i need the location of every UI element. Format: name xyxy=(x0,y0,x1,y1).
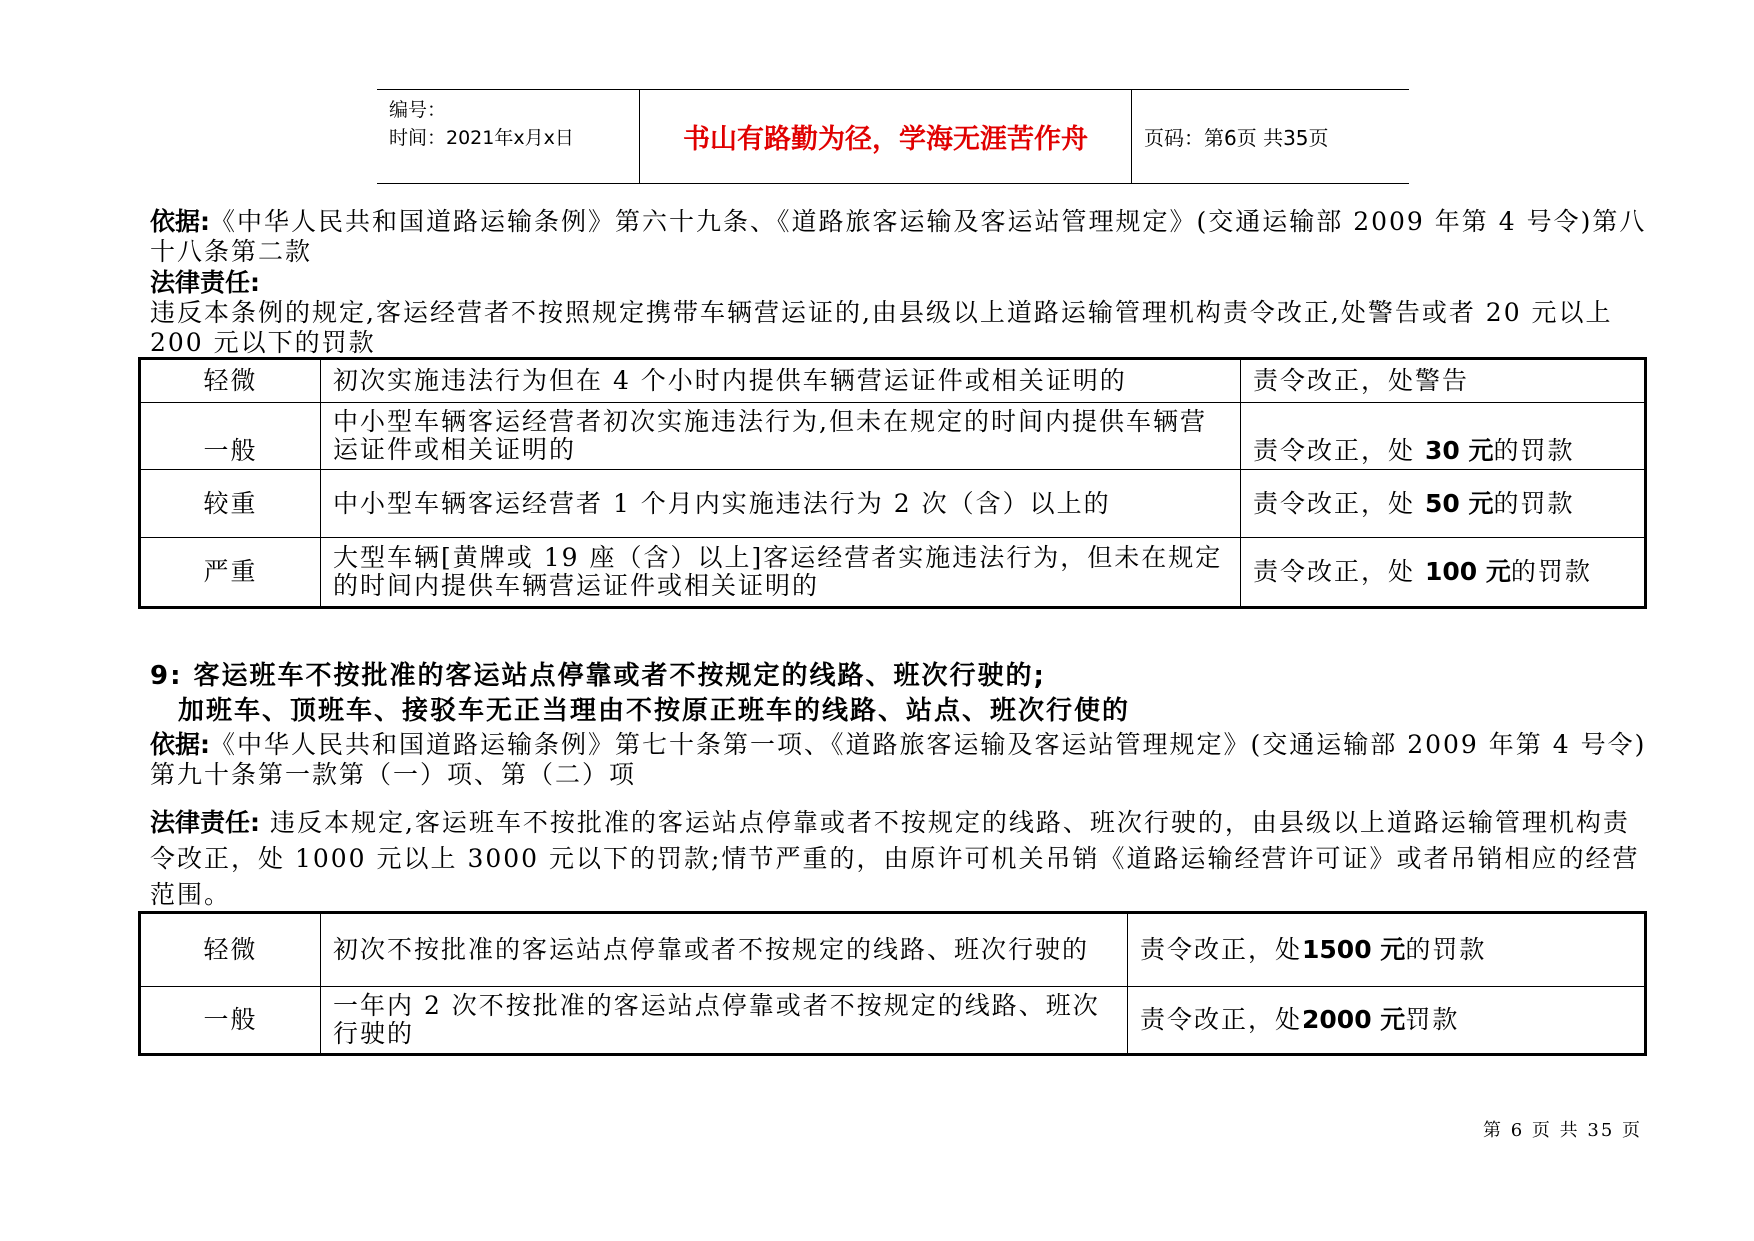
table-row xyxy=(140,359,1646,403)
liability-label: 法律责任: xyxy=(150,808,260,837)
level-cell: 一般 xyxy=(140,987,321,1055)
table-row xyxy=(140,987,1646,1055)
desc-cell: 初次不按批准的客运站点停靠或者不按规定的线路、班次行驶的 xyxy=(321,913,1128,987)
basis-label: 依据: xyxy=(150,730,210,759)
section9-liability xyxy=(150,805,1650,913)
basis-text: 《中华人民共和国道路运输条例》第六十九条、《道路旅客运输及客运站管理规定》(交通运输部 2009 年第 4 号令)第八十八条第二款 xyxy=(150,207,1647,266)
level-cell: 较重 xyxy=(140,470,321,538)
header-motto: 书山有路勤为径，学海无涯苦作舟 xyxy=(639,90,1132,183)
section8-basis xyxy=(150,207,1650,267)
page-footer: 第 6 页 共 35 页 xyxy=(1483,1120,1642,1141)
table-row xyxy=(140,470,1646,538)
table-row xyxy=(140,913,1646,987)
desc-cell: 初次实施违法行为但在 4 个小时内提供车辆营运证件或相关证明的 xyxy=(321,359,1241,403)
desc-cell: 中小型车辆客运经营者 1 个月内实施违法行为 2 次（含）以上的 xyxy=(321,470,1241,538)
penalty-cell: 责令改正，处1500 元的罚款 xyxy=(1128,913,1646,987)
basis-text: 《中华人民共和国道路运输条例》第七十条第一项、《道路旅客运输及客运站管理规定》(交通运输部 2009 年第 4 号令)第九十条第一款第（一）项、第（二）项 xyxy=(150,730,1647,789)
level-cell: 严重 xyxy=(140,538,321,608)
penalty-cell: 责令改正，处警告 xyxy=(1241,359,1646,403)
desc-cell: 大型车辆[黄牌或 19 座（含）以上]客运经营者实施违法行为，但未在规定的时间内提供车辆营运证件或相关证明的 xyxy=(321,538,1241,608)
level-cell: 轻微 xyxy=(140,359,321,403)
section9-heading-line1: 9: 客运班车不按批准的客运站点停靠或者不按规定的线路、班次行驶的; xyxy=(150,661,1046,691)
table-row xyxy=(140,538,1646,608)
liability-label: 法律责任: xyxy=(150,268,260,297)
liability-text: 违反本规定,客运班车不按批准的客运站点停靠或者不按规定的线路、班次行驶的，由县级以上道路运输管理机构责令改正，处 1000 元以上 3000 元以下的罚款;情节严重的，由原许可机关吊销《道路运输经营许可证》或者吊销相应的经营范围。 xyxy=(150,808,1640,909)
liability-text: 违反本条例的规定,客运经营者不按照规定携带车辆营运证的,由县级以上道路运输管理机构责令改正,处警告或者 20 元以上 200 元以下的罚款 xyxy=(150,298,1613,357)
section9-penalty-table xyxy=(138,911,1647,1056)
section9-heading-line2: 加班车、顶班车、接驳车无正当理由不按原正班车的线路、站点、班次行使的 xyxy=(178,696,1131,726)
number-label: 编号： xyxy=(389,99,447,121)
desc-cell: 中小型车辆客运经营者初次实施违法行为,但未在规定的时间内提供车辆营运证件或相关证明的 xyxy=(321,403,1241,470)
page-header xyxy=(377,89,1409,184)
penalty-cell: 责令改正，处2000 元罚款 xyxy=(1128,987,1646,1055)
penalty-cell: 责令改正，处 100 元的罚款 xyxy=(1241,538,1646,608)
basis-label: 依据: xyxy=(150,207,210,236)
section8-penalty-table xyxy=(138,357,1647,609)
header-page-code: 页码：第6页 共35页 xyxy=(1144,126,1329,150)
time-label: 时间：2021年x月x日 xyxy=(389,127,574,149)
desc-cell: 一年内 2 次不按批准的客运站点停靠或者不按规定的线路、班次行驶的 xyxy=(321,987,1128,1055)
penalty-cell: 责令改正，处 30 元的罚款 xyxy=(1241,403,1646,470)
header-info xyxy=(377,90,639,183)
level-cell: 一般 xyxy=(140,403,321,470)
level-cell: 轻微 xyxy=(140,913,321,987)
penalty-cell: 责令改正，处 50 元的罚款 xyxy=(1241,470,1646,538)
table-row xyxy=(140,403,1646,470)
section8-liability xyxy=(150,268,1650,358)
section9-basis xyxy=(150,730,1650,790)
